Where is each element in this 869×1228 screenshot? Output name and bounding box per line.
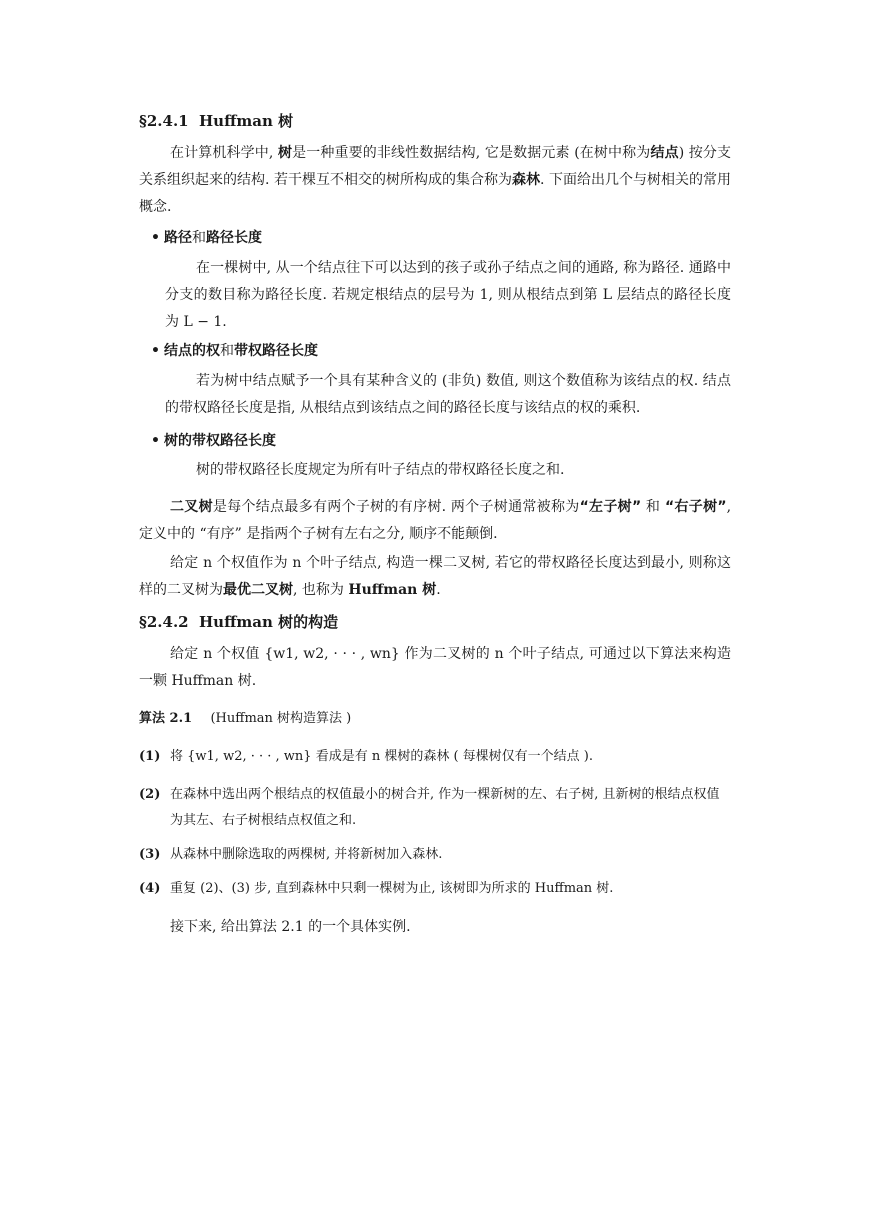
term-huffman-tree: Huffman 树: [348, 582, 437, 598]
section-number: §2.4.2: [139, 613, 189, 631]
closing-paragraph: 接下来, 给出算法 2.1 的一个具体实例.: [170, 919, 411, 935]
bullet-body-weight: 若为树中结点赋予一个具有某种含义的 (非负) 数值, 则这个数值称为该结点的权. 结点的带权路径长度是指, 从根结点到该结点之间的路径长度与该结点的权的乘积.: [165, 373, 731, 416]
step-label: (4): [139, 881, 161, 896]
section-title: Huffman 树的构造: [199, 613, 339, 631]
term-optimal-tree: 最优二叉树: [223, 582, 293, 598]
term-right-subtree: “右子树”: [664, 499, 727, 515]
term-binary-tree: 二叉树: [170, 499, 213, 515]
algorithm-caption: (Huffman 树构造算法 ): [210, 711, 352, 726]
bullet-dot: •: [151, 433, 160, 449]
section-heading-2-4-2: [139, 612, 338, 632]
bullet-heading-path: [151, 228, 262, 248]
bullet-term: 路径: [164, 230, 192, 246]
algorithm-step: [139, 876, 731, 902]
binary-text: , 定义中的 “有序” 是指两个子树有左右之分, 顺序不能颠倒.: [139, 499, 732, 542]
bullet-body-tree-weight: 树的带权路径长度规定为所有叶子结点的带权路径长度之和.: [196, 462, 565, 478]
bullet-conj: 和: [220, 343, 234, 359]
bullet-heading-tree-weight: [151, 431, 276, 451]
optimal-tree-paragraph: [139, 550, 731, 604]
optimal-text: .: [436, 582, 441, 598]
step-label: (2): [139, 787, 161, 802]
term-left-subtree: “左子树”: [579, 499, 642, 515]
intro-paragraph: [139, 140, 731, 221]
step-label: (3): [139, 847, 161, 862]
step-label: (1): [139, 749, 161, 764]
intro-text: 是一种重要的非线性数据结构, 它是数据元素 (在树中称为: [292, 145, 651, 161]
section-heading-2-4-1: [139, 111, 293, 131]
bullet-term: 结点的权: [164, 343, 220, 359]
term-tree: 树: [277, 145, 293, 161]
bullet-heading-weight: [151, 341, 318, 361]
binary-tree-paragraph: [139, 494, 731, 548]
term-forest: 森林: [512, 172, 541, 188]
algorithm-heading: [139, 706, 731, 732]
bullet-term: 路径长度: [206, 230, 262, 246]
intro-text: . 下面给出几个与树相关的常用概念.: [139, 172, 732, 215]
optimal-text: , 也称为: [293, 582, 349, 598]
section-title: Huffman 树: [199, 112, 294, 130]
bullet-dot: •: [151, 343, 160, 359]
bullet-body-path: 在一棵树中, 从一个结点往下可以达到的孩子或孙子结点之间的通路, 称为路径. 通路中分支的数目称为路径长度. 若规定根结点的层号为 1, 则从根结点到第 L 层结点的路径长度为 L − 1.: [165, 260, 731, 330]
optimal-text: 给定 n 个权值作为 n 个叶子结点, 构造一棵二叉树, 若它的带权路径长度达到最小, 则称这样的二叉树为: [139, 555, 731, 598]
algorithm-step: [139, 842, 731, 868]
bullet-conj: 和: [192, 230, 206, 246]
step-text: 重复 (2)、(3) 步, 直到森林中只剩一棵树为止, 该树即为所求的 Huffman 树.: [170, 881, 614, 896]
binary-text: 是每个结点最多有两个子树的有序树. 两个子树通常被称为: [212, 499, 580, 515]
binary-text: 和: [641, 499, 665, 515]
step-text: 从森林中删除选取的两棵树, 并将新树加入森林.: [170, 847, 443, 862]
bullet-term: 带权路径长度: [234, 343, 318, 359]
bullet-dot: •: [151, 230, 160, 246]
construct-paragraph: 给定 n 个权值 {w1, w2, · · · , wn} 作为二叉树的 n 个叶子结点, 可通过以下算法来构造一颗 Huffman 树.: [139, 646, 731, 689]
algorithm-step: [139, 782, 731, 834]
step-text: 将 {w1, w2, · · · , wn} 看成是有 n 棵树的森林 ( 每棵树仅有一个结点 ).: [170, 749, 594, 764]
intro-text: ) 按分支关系组织起来的结构. 若干棵互不相交的树所构成的集合称为: [139, 145, 732, 188]
step-text: 在森林中选出两个根结点的权值最小的树合并, 作为一棵新树的左、右子树, 且新树的根结点权值为其左、右子树根结点权值之和.: [170, 787, 720, 828]
section-number: §2.4.1: [139, 112, 189, 130]
intro-text: 在计算机科学中,: [170, 145, 278, 161]
algorithm-label: 算法 2.1: [139, 711, 193, 726]
bullet-term: 树的带权路径长度: [164, 433, 276, 449]
term-node: 结点: [650, 145, 679, 161]
algorithm-step: [139, 744, 731, 770]
